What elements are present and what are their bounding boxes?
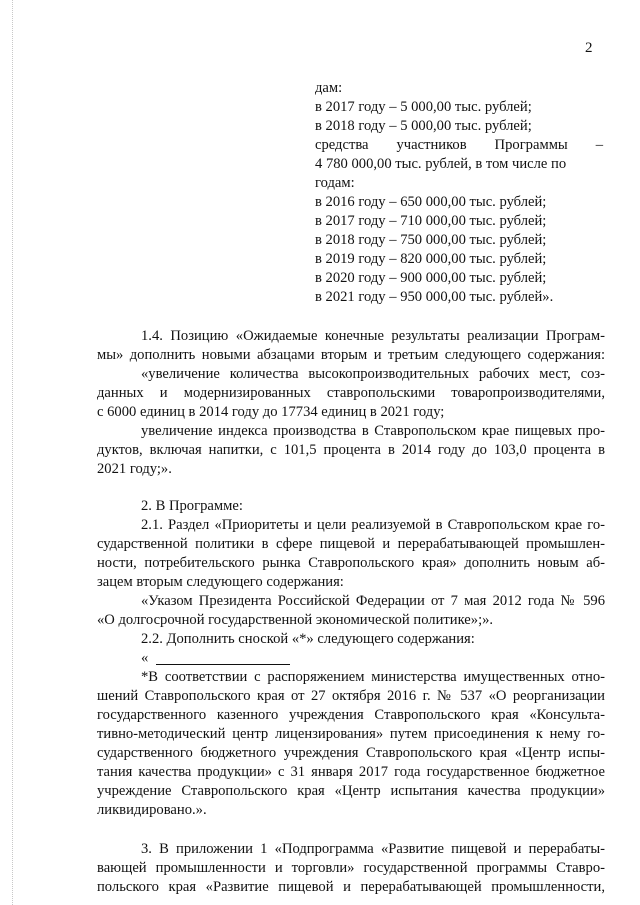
text-line: в 2017 году – 5 000,00 тыс. рублей;	[315, 99, 532, 115]
text-line: шений Ставропольского края от 27 октября 2016 г. № 537 «О реорганизации	[97, 688, 605, 704]
text-line: в 2017 году – 710 000,00 тыс. рублей;	[315, 213, 547, 229]
text-line: 2021 году;».	[97, 461, 172, 477]
text-line: с 6000 единиц в 2014 году до 17734 единиц в 2021 году;	[97, 404, 445, 420]
text-line: вающей промышленности и торговли» государственной программы Ставро-	[97, 860, 605, 876]
text-line: «увеличение количества высокопроизводительных рабочих мест, соз-	[141, 366, 605, 382]
text-line: сударственного бюджетного учреждения Ставропольского края «Центр испы-	[97, 745, 605, 761]
text-line: учреждение Ставропольского края «Центр испытания качества продукции»	[97, 783, 605, 799]
text-line: в 2016 году – 650 000,00 тыс. рублей;	[315, 194, 547, 210]
page-edge	[12, 0, 13, 905]
text-line: сударственной политики в сфере пищевой и перерабатывающей промышлен-	[97, 536, 605, 552]
text-line: «Указом Президента Российской Федерации от 7 мая 2012 года № 596	[141, 593, 605, 609]
text-line: в 2021 году – 950 000,00 тыс. рублей».	[315, 289, 554, 305]
text-line: государственного казенного учреждения Ставропольского края «Консульта-	[97, 707, 605, 723]
page-number: 2	[585, 40, 593, 56]
text-line: 2.2. Дополнить сноской «*» следующего содержания:	[141, 631, 475, 647]
text-line: данных и модернизированных ставропольскими товаропроизводителями,	[97, 385, 605, 401]
text-line: *В соответствии с распоряжением министерства имущественных отно-	[141, 669, 605, 685]
text-line: польского края «Развитие пищевой и перерабатывающей промышленности,	[97, 879, 605, 895]
text-line: 2. В Программе:	[141, 498, 243, 514]
text-line: тивно-методический центр лицензирования» путем присоединения к нему го-	[97, 726, 605, 742]
text-line: увеличение индекса производства в Ставропольском крае пищевых про-	[141, 423, 605, 439]
text-line: средства участников Программы –	[315, 137, 603, 153]
footnote-rule	[156, 664, 290, 665]
text-line: ликвидировано.».	[97, 802, 207, 818]
text-line: тания качества продукции» с 31 января 2017 года государственное бюджетное	[97, 764, 605, 780]
text-line: в 2018 году – 5 000,00 тыс. рублей;	[315, 118, 532, 134]
text-line: «	[141, 650, 149, 666]
text-line: в 2019 году – 820 000,00 тыс. рублей;	[315, 251, 547, 267]
text-line: в 2020 году – 900 000,00 тыс. рублей;	[315, 270, 547, 286]
text-line: ности, потребительского рынка Ставропольского края» дополнить новым аб-	[97, 555, 605, 571]
text-line: годам:	[315, 175, 355, 191]
text-line: 2.1. Раздел «Приоритеты и цели реализуемой в Ставропольском крае го-	[141, 517, 605, 533]
text-line: «О долгосрочной государственной экономической политике»;».	[97, 612, 494, 628]
text-line: 3. В приложении 1 «Подпрограмма «Развитие пищевой и перерабаты-	[141, 841, 605, 857]
text-line: дуктов, включая напитки, с 101,5 процента в 2014 году до 103,0 процента в	[97, 442, 605, 458]
text-line: мы» дополнить новыми абзацами вторым и третьим следующего содержания:	[97, 347, 605, 363]
text-line: дам:	[315, 80, 343, 96]
text-line: 1.4. Позицию «Ожидаемые конечные результаты реализации Програм-	[141, 328, 605, 344]
text-line: 4 780 000,00 тыс. рублей, в том числе по	[315, 156, 567, 172]
text-line: в 2018 году – 750 000,00 тыс. рублей;	[315, 232, 547, 248]
text-line: зацем вторым следующего содержания:	[97, 574, 344, 590]
